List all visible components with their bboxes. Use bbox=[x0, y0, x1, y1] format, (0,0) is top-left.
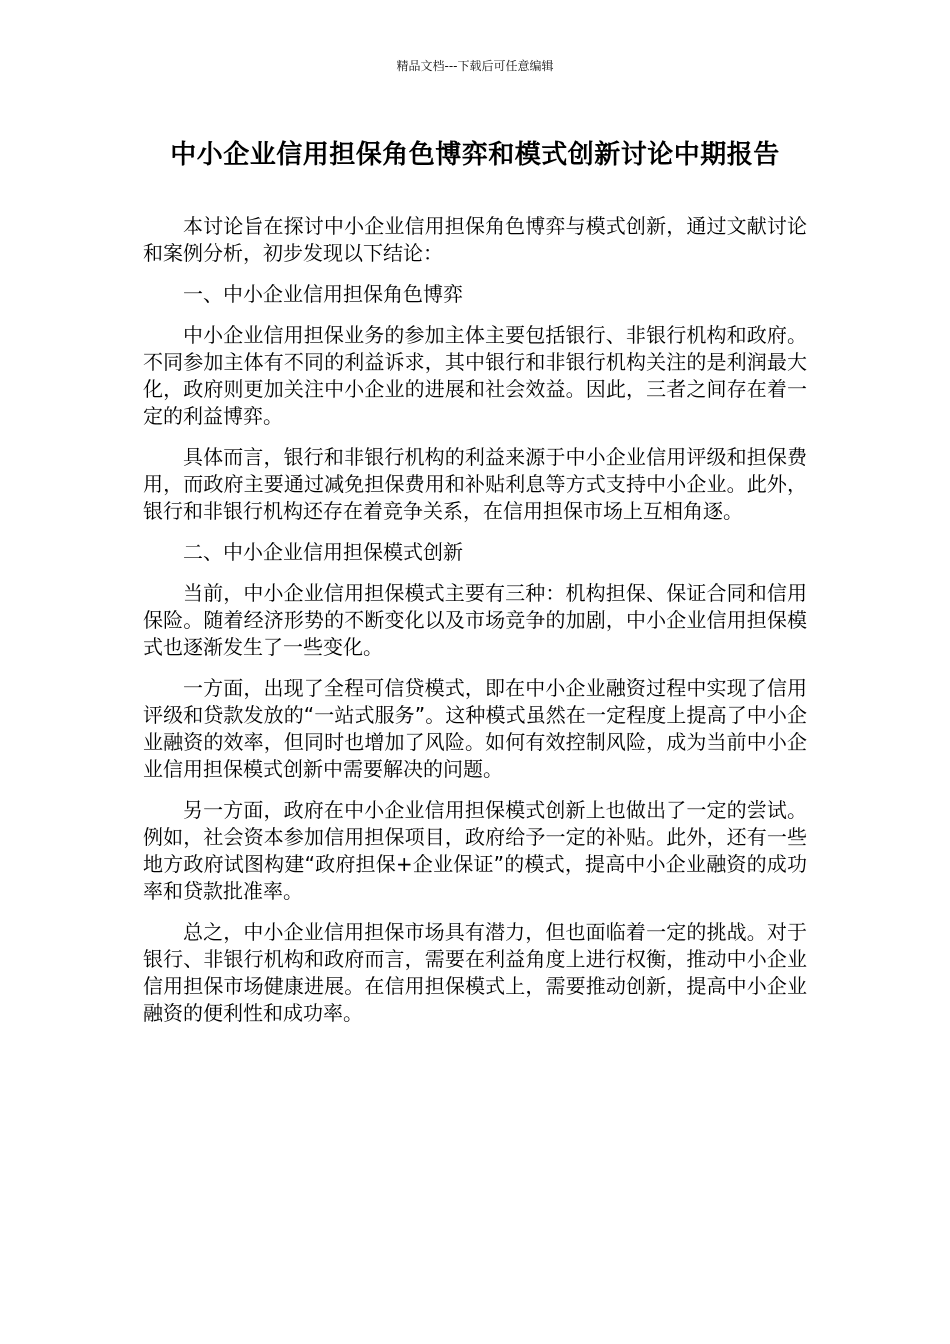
paragraph: 具体而言，银行和非银行机构的利益来源于中小企业信用评级和担保费用，而政府主要通过减免担保费用和补贴利息等方式支持中小企业。此外，银行和非银行机构还存在着竞争关系，在信用担保市场上互相角逐。 bbox=[143, 445, 807, 523]
paragraph: 当前，中小企业信用担保模式主要有三种：机构担保、保证合同和信用保险。随着经济形势的不断变化以及市场竞争的加剧，中小企业信用担保模式也逐渐发生了一些变化。 bbox=[143, 581, 807, 659]
paragraph: 一方面，出现了全程可信贷模式，即在中小企业融资过程中实现了信用评级和贷款发放的“一站式服务”。这种模式虽然在一定程度上提高了中小企业融资的效率，但同时也增加了风险。如何有效控制风险，成为当前中小企业信用担保模式创新中需要解决的问题。 bbox=[143, 676, 807, 781]
paragraph: 中小企业信用担保业务的参加主体主要包括银行、非银行机构和政府。不同参加主体有不同的利益诉求，其中银行和非银行机构关注的是利润最大化，政府则更加关注中小企业的进展和社会效益。因此，三者之间存在着一定的利益博弈。 bbox=[143, 323, 807, 428]
paragraph: 另一方面，政府在中小企业信用担保模式创新上也做出了一定的尝试。例如，社会资本参加信用担保项目，政府给予一定的补贴。此外，还有一些地方政府试图构建“政府担保+企业保证”的模式，提高中小企业融资的成功率和贷款批准率。 bbox=[143, 798, 807, 903]
paragraph-conclusion: 总之，中小企业信用担保市场具有潜力，但也面临着一定的挑战。对于银行、非银行机构和政府而言，需要在利益角度上进行权衡，推动中小企业信用担保市场健康进展。在信用担保模式上，需要推动创新，提高中小企业融资的便利性和成功率。 bbox=[143, 920, 807, 1025]
section-heading-1: 一、中小企业信用担保角色博弈 bbox=[183, 282, 463, 306]
header-note: 精品文档---下载后可任意编辑 bbox=[396, 59, 554, 73]
document-body bbox=[143, 213, 807, 1041]
section-heading-2: 二、中小企业信用担保模式创新 bbox=[183, 540, 463, 564]
paragraph-intro: 本讨论旨在探讨中小企业信用担保角色博弈与模式创新，通过文献讨论和案例分析，初步发现以下结论： bbox=[143, 214, 807, 265]
document-title: 中小企业信用担保角色博弈和模式创新讨论中期报告 bbox=[170, 140, 780, 170]
